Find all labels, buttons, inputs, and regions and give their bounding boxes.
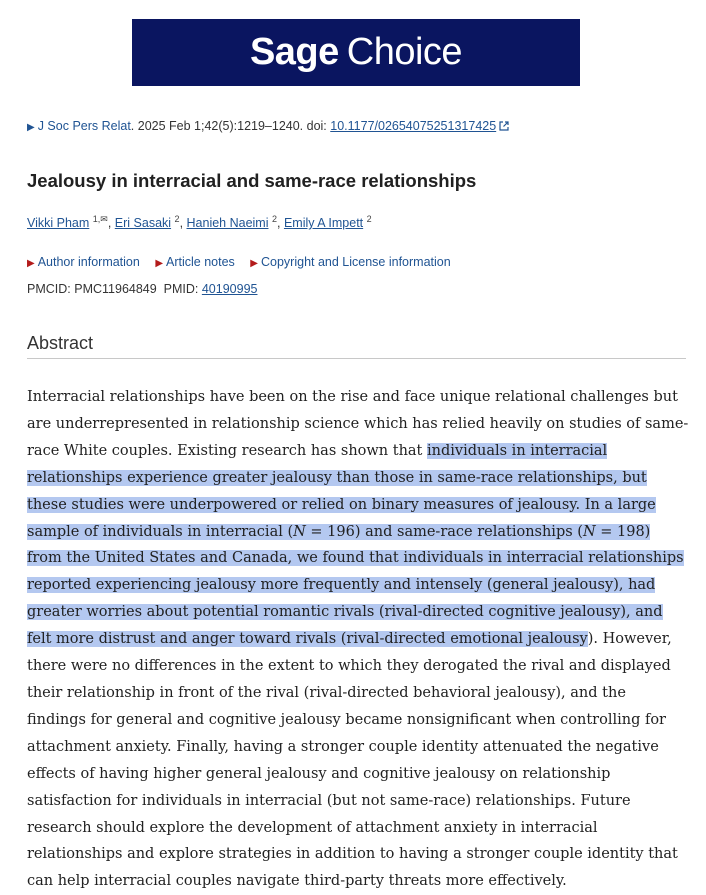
pmcid-label: PMCID: — [27, 282, 75, 296]
citation-line — [27, 119, 509, 134]
author-link[interactable]: Emily A Impett — [283, 216, 364, 231]
triangle-right-icon: ▶ — [155, 258, 164, 269]
author-affiliation[interactable]: 1,✉ — [92, 214, 108, 224]
author-link[interactable]: Vikki Pham — [27, 216, 90, 231]
article-notes-bar — [27, 255, 463, 269]
author-affiliation[interactable]: 2 — [271, 214, 277, 224]
external-link-icon[interactable] — [499, 120, 509, 134]
article-identifiers — [27, 282, 257, 296]
abstract-paragraph: Interracial relationships have been on the rise and face unique relational challenges but are underrepresented in relationship science which has relied heavily on studies of same-race White couples. Existing research has shown that individuals in interracial relationships experience greater jealousy than those in same-race relationships, but these studies were underpowered or relied on binary measures of jealousy. In a large sample of individuals in interracial (N = 196) and same-race relationships (N = 198) from the United States and Canada, we found that individuals in interracial relationships reported experiencing jealousy more frequently and intensely (general jealousy), had greater worries about potential romantic rivals (rival-directed cognitive jealousy), and felt more distrust and anger toward rivals (rival-directed emotional jealousy). However, there were no differences in the extent to which they derogated the rival and displayed their relationship in front of the rival (rival-directed behavioral jealousy), and the findings for general and cognitive jealousy became nonsignificant when controlling for attachment anxiety. Finally, having a stronger couple identity attenuated the negative effects of having higher general jealousy and cognitive jealousy on relationship satisfaction for individuals in interracial (but not same-race) relationships. Future research should explore the development of attachment anxiety in interracial relationships and explore strategies in addition to having a stronger couple identity that can help interracial couples navigate third-party threats more effectively. — [27, 389, 689, 890]
journal-link[interactable]: J Soc Pers Relat — [37, 119, 131, 133]
author-list: Vikki Pham $^{1,✉}$, Eri Sasaki $^2$, Hanieh Naeimi $^2$, Emily A Impett $^2$ — [27, 214, 372, 231]
author-information-toggle[interactable]: ▶ Author information — [27, 255, 140, 269]
author-affiliation[interactable]: 2 — [366, 214, 372, 224]
author-link[interactable]: Eri Sasaki — [114, 216, 172, 231]
pmid-link[interactable]: 40190995 — [201, 282, 258, 296]
expand-triangle-icon[interactable]: ▶ — [27, 122, 35, 133]
author-affiliation[interactable]: 2 — [174, 214, 180, 224]
abstract-body — [27, 384, 689, 895]
article-title: Jealousy in interracial and same-race relationships — [27, 170, 477, 191]
doi-link[interactable]: 10.1177/02654075251317425 — [330, 119, 497, 133]
abstract-heading: Abstract — [27, 333, 686, 359]
sage-choice-logo: Sage Choice — [249, 31, 463, 73]
article-notes-toggle[interactable]: ▶ Article notes — [155, 255, 235, 269]
pmcid-value: PMC11964849 — [74, 282, 157, 296]
citation-details: . 2025 Feb 1;42(5):1219–1240. doi: — [130, 119, 331, 133]
pmid-label: PMID: — [163, 282, 202, 296]
highlighted-text[interactable]: individuals in interracial relationships experience greater jealousy than those in same-race relationships, but these studies were underpowered or relied on binary measures of jealousy. In a large sample of individuals in interracial (N = 196) and same-race relationships (N = 198) from the United States and Canada, we found that individuals in interracial relationships reported experiencing jealousy more frequently and intensely (general jealousy), had greater worries about potential romantic rivals (rival-directed cognitive jealousy), and felt more distrust and anger toward rivals (rival-directed emotional jealousy — [27, 442, 684, 648]
triangle-right-icon: ▶ — [27, 258, 35, 269]
sage-choice-banner[interactable] — [132, 19, 580, 86]
author-link[interactable]: Hanieh Naeimi — [186, 216, 269, 231]
triangle-right-icon: ▶ — [250, 258, 258, 269]
copyright-toggle[interactable]: ▶ Copyright and License information — [250, 255, 451, 269]
